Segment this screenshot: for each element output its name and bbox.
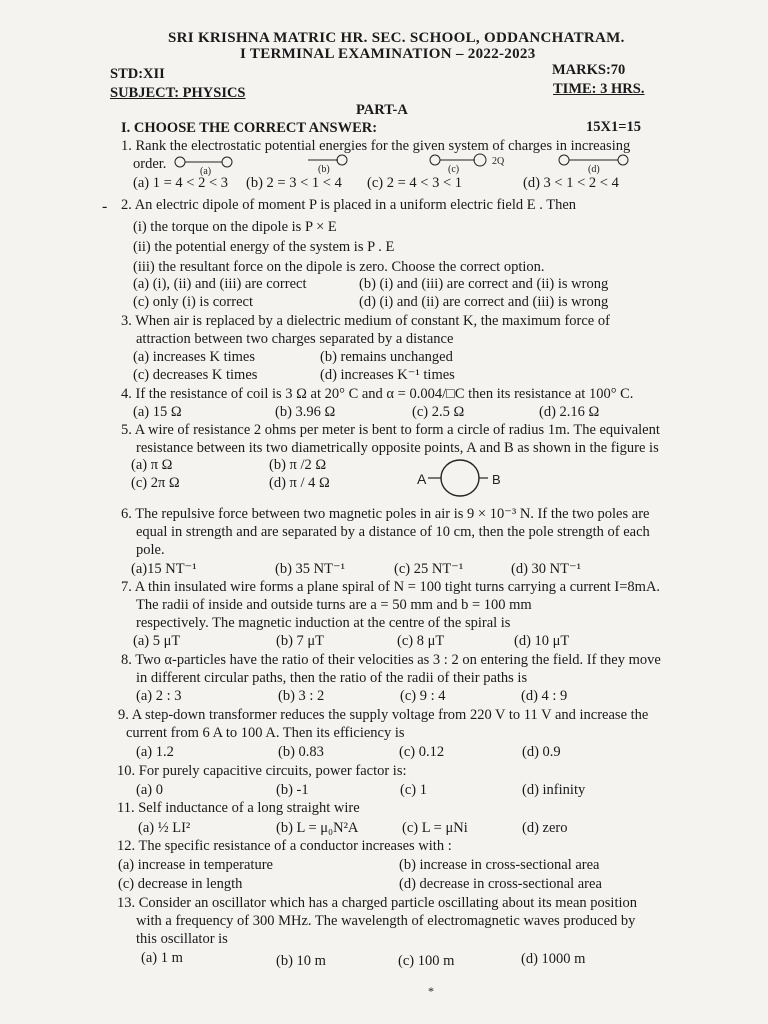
q2-option-d: (d) (i) and (ii) are correct and (iii) is wrong xyxy=(359,294,609,310)
sketch-label-2q: 2Q xyxy=(492,156,505,167)
q8-text-2: in different circular paths, then the ratio of the radii of their paths is xyxy=(136,670,528,686)
sketch-label-b: (b) xyxy=(318,164,330,175)
q8-text: 8. Two α-particles have the ratio of their velocities as 3 : 2 on entering the field. If they move xyxy=(121,652,661,668)
q7-text: 7. A thin insulated wire forms a plane spiral of N = 100 tight turns carrying a current I=8mA. xyxy=(121,579,661,595)
point-b-label: B xyxy=(492,472,501,487)
charge-sketch-a1 xyxy=(175,157,185,167)
q13-option-a: (a) 1 m xyxy=(141,950,183,966)
q13-option-d: (d) 1000 m xyxy=(521,951,586,967)
q5-option-d: (d) π / 4 Ω xyxy=(269,475,330,491)
q9-text: 9. A step-down transformer reduces the supply voltage from 220 V to 11 V and increase the xyxy=(118,707,649,723)
q11-option-a: (a) ½ LI² xyxy=(138,820,191,836)
footer-mark: * xyxy=(428,984,434,998)
q6-option-c: (c) 25 NT⁻¹ xyxy=(394,561,464,577)
exam-title: I TERMINAL EXAMINATION – 2022-2023 xyxy=(240,46,536,62)
q6-option-a: (a)15 NT⁻¹ xyxy=(131,561,197,577)
q10-option-c: (c) 1 xyxy=(400,782,427,798)
q8-option-d: (d) 4 : 9 xyxy=(521,688,568,704)
q2-line-3: (iii) the resultant force on the dipole is zero. Choose the correct option. xyxy=(133,259,545,275)
q5-option-c: (c) 2π Ω xyxy=(131,475,180,491)
q7-option-c: (c) 8 μT xyxy=(397,633,445,649)
q13-option-b: (b) 10 m xyxy=(276,953,326,969)
q13-text-3: this oscillator is xyxy=(136,931,228,947)
q5-option-b: (b) π /2 Ω xyxy=(269,457,327,473)
q9-option-d: (d) 0.9 xyxy=(522,744,561,760)
q11-text: 11. Self inductance of a long straight wire xyxy=(117,800,360,816)
q1-option-d: (d) 3 < 1 < 2 < 4 xyxy=(523,175,619,191)
q13-text: 13. Consider an oscillator which has a charged particle oscillating about its mean position xyxy=(117,895,637,911)
q8-option-b: (b) 3 : 2 xyxy=(278,688,325,704)
q3-option-a: (a) increases K times xyxy=(133,349,255,365)
q9-option-b: (b) 0.83 xyxy=(278,744,324,760)
section-title: I. CHOOSE THE CORRECT ANSWER: xyxy=(121,120,378,136)
q3-option-d: (d) increases K⁻¹ times xyxy=(320,367,455,383)
q1-option-b: (b) 2 = 3 < 1 < 4 xyxy=(246,175,342,191)
charges-sketch xyxy=(170,150,670,176)
charge-sketch-c2 xyxy=(474,154,486,166)
part-label: PART-A xyxy=(356,102,408,118)
charge-sketch-c1 xyxy=(430,155,440,165)
q12-option-b: (b) increase in cross-sectional area xyxy=(399,857,600,873)
q7-text-3: respectively. The magnetic induction at the centre of the spiral is xyxy=(136,615,511,631)
q4-text: 4. If the resistance of coil is 3 Ω at 20° C and α = 0.004/□C then its resistance at 100° C. xyxy=(121,386,634,402)
marks-label: MARKS:70 xyxy=(552,62,626,78)
charge-sketch-d1 xyxy=(559,155,569,165)
q10-text: 10. For purely capacitive circuits, power factor is: xyxy=(117,763,407,779)
q10-option-b: (b) -1 xyxy=(276,782,309,798)
q4-option-a: (a) 15 Ω xyxy=(133,404,182,420)
q12-option-a: (a) increase in temperature xyxy=(118,857,273,873)
subject-label: SUBJECT: PHYSICS xyxy=(110,85,246,101)
q1-option-c: (c) 2 = 4 < 3 < 1 xyxy=(367,175,463,191)
q6-option-d: (d) 30 NT⁻¹ xyxy=(511,561,581,577)
q8-option-a: (a) 2 : 3 xyxy=(136,688,182,704)
charge-sketch-a2 xyxy=(222,157,232,167)
q11-option-b: (b) L = μ₀N²A xyxy=(276,820,359,836)
q1-option-a: (a) 1 = 4 < 2 < 3 xyxy=(133,175,229,191)
margin-dash: - xyxy=(102,198,108,215)
school-name: SRI KRISHNA MATRIC HR. SEC. SCHOOL, ODDANCHATRAM. xyxy=(168,30,625,46)
q7-option-b: (b) 7 μT xyxy=(276,633,325,649)
q2-option-a: (a) (i), (ii) and (iii) are correct xyxy=(133,276,307,292)
q12-option-c: (c) decrease in length xyxy=(118,876,243,892)
q4-option-b: (b) 3.96 Ω xyxy=(275,404,336,420)
q11-option-d: (d) zero xyxy=(522,820,568,836)
q3-text-2: attraction between two charges separated by a distance xyxy=(136,331,454,347)
q3-option-b: (b) remains unchanged xyxy=(320,349,453,365)
q5-text: 5. A wire of resistance 2 ohms per meter is bent to form a circle of radius 1m. The equivalent xyxy=(121,422,660,438)
q7-text-2: The radii of inside and outside turns are a = 50 mm and b = 100 mm xyxy=(136,597,532,613)
circle-wire-figure xyxy=(414,458,504,498)
q6-text-3: pole. xyxy=(136,542,165,558)
std-label: STD:XII xyxy=(110,66,165,82)
q9-option-a: (a) 1.2 xyxy=(136,744,174,760)
q4-option-d: (d) 2.16 Ω xyxy=(539,404,600,420)
q6-option-b: (b) 35 NT⁻¹ xyxy=(275,561,345,577)
sketch-label-a: (a) xyxy=(200,166,212,176)
time-label: TIME: 3 HRS. xyxy=(553,81,645,97)
q9-option-c: (c) 0.12 xyxy=(399,744,445,760)
q13-text-2: with a frequency of 300 MHz. The wavelength of electromagnetic waves produced by xyxy=(136,913,636,929)
q10-option-a: (a) 0 xyxy=(136,782,163,798)
sketch-label-d: (d) xyxy=(588,164,600,175)
q4-option-c: (c) 2.5 Ω xyxy=(412,404,465,420)
q13-option-c: (c) 100 m xyxy=(398,953,455,969)
q11-option-c: (c) L = μNi xyxy=(402,820,468,836)
charge-sketch-b xyxy=(337,155,347,165)
q6-text: 6. The repulsive force between two magnetic poles in air is 9 × 10⁻³ N. If the two poles are xyxy=(121,506,650,522)
wire-circle xyxy=(441,460,479,496)
q3-text: 3. When air is replaced by a dielectric medium of constant K, the maximum force of xyxy=(121,313,610,329)
charge-sketch-d2 xyxy=(618,155,628,165)
point-a-label: A xyxy=(417,471,427,487)
q1-order-label: order. xyxy=(133,156,167,172)
q2-line-1: (i) the torque on the dipole is P × E xyxy=(133,219,337,235)
q10-option-d: (d) infinity xyxy=(522,782,586,798)
q2-option-c: (c) only (i) is correct xyxy=(133,294,253,310)
q8-option-c: (c) 9 : 4 xyxy=(400,688,446,704)
q5-option-a: (a) π Ω xyxy=(131,457,173,473)
q12-text: 12. The specific resistance of a conductor increases with : xyxy=(117,838,452,854)
q2-line-2: (ii) the potential energy of the system is P . E xyxy=(133,239,395,255)
q9-text-2: current from 6 A to 100 A. Then its efficiency is xyxy=(126,725,405,741)
q2-text: 2. An electric dipole of moment P is placed in a uniform electric field E . Then xyxy=(121,197,577,213)
section-marks: 15X1=15 xyxy=(586,119,641,135)
q5-text-2: resistance between its two diametrically opposite points, A and B as shown in the figure is xyxy=(136,440,659,456)
q7-option-d: (d) 10 μT xyxy=(514,633,570,649)
q12-option-d: (d) decrease in cross-sectional area xyxy=(399,876,602,892)
q2-option-b: (b) (i) and (iii) are correct and (ii) is wrong xyxy=(359,276,609,292)
q6-text-2: equal in strength and are separated by a distance of 10 cm, then the pole strength of each xyxy=(136,524,650,540)
q7-option-a: (a) 5 μT xyxy=(133,633,181,649)
q3-option-c: (c) decreases K times xyxy=(133,367,258,383)
sketch-label-c: (c) xyxy=(448,164,460,175)
q1-text: 1. Rank the electrostatic potential energies for the given system of charges in increasing xyxy=(121,138,631,154)
